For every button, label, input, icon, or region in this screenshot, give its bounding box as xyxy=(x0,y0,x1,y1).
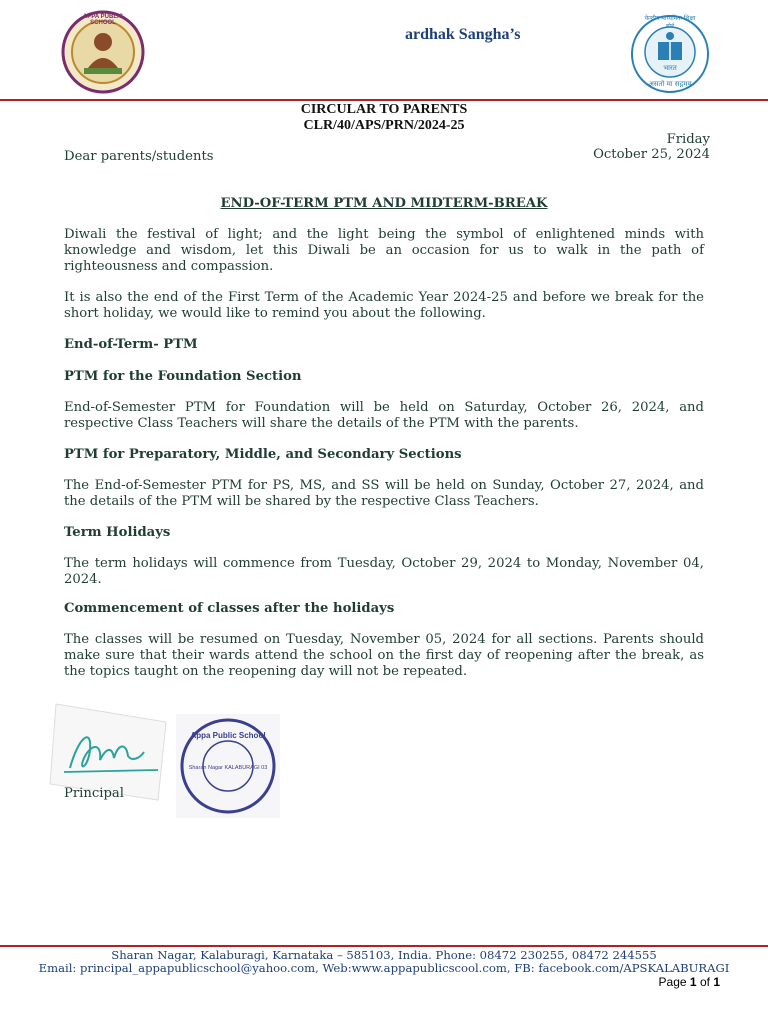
ptm-heading: End-of-Term- PTM xyxy=(64,337,198,352)
circular-day: Friday xyxy=(666,132,710,147)
secondary-paragraph: The End-of-Semester PTM for PS, MS, and SS will be held on Sunday, October 27, 2024, and the details of the PTM will be shared by the respective Class Teachers. xyxy=(64,478,704,509)
salutation: Dear parents/students xyxy=(64,149,214,164)
resume-heading: Commencement of classes after the holidays xyxy=(64,601,395,616)
header-rule xyxy=(0,99,768,101)
cbse-country: भारत xyxy=(663,64,677,72)
footer-contact: Email: principal_appapublicschool@yahoo.com, Web:www.appapublicscool.com, FB: facebook.com/APSKALABURAGI xyxy=(38,961,730,975)
circular-date: October 25, 2024 xyxy=(593,147,710,162)
page-current: 1 xyxy=(689,975,697,989)
school-stamp xyxy=(176,714,280,818)
holidays-heading: Term Holidays xyxy=(64,525,171,540)
stamp-inner-label: Sharan Nagar KALABURAGI 03 xyxy=(188,765,268,771)
cbse-motto: असतो मा सद्गमय xyxy=(648,80,692,88)
subject-line: END-OF-TERM PTM AND MIDTERM-BREAK xyxy=(220,196,548,211)
stamp-label: Appa Public School xyxy=(190,731,266,740)
intro-paragraph: Diwali the festival of light; and the light being the symbol of enlightened minds with knowledge and wisdom, let this Diwali be an occasion for us to walk in the path of righteousness and compassion. xyxy=(64,227,704,274)
org-name: ardhak Sangha’s xyxy=(405,26,521,43)
circular-title: CIRCULAR TO PARENTS xyxy=(300,102,468,117)
foundation-heading: PTM for the Foundation Section xyxy=(64,369,302,384)
reminder-paragraph: It is also the end of the First Term of the Academic Year 2024-25 and before we break for the short holiday, we would like to remind you about the following. xyxy=(64,290,704,321)
footer-address: Sharan Nagar, Kalaburagi, Karnataka – 585103, India. Phone: 08472 230255, 08472 244555 xyxy=(111,948,657,962)
page-label: Page xyxy=(658,975,687,989)
circular-ref: CLR/40/APS/PRN/2024-25 xyxy=(303,118,465,133)
secondary-heading: PTM for Preparatory, Middle, and Secondary Sections xyxy=(64,447,462,462)
cbse-logo-label: केन्द्रीय माध्यमिक शिक्षा बोर्ड xyxy=(644,15,696,30)
foundation-paragraph: End-of-Semester PTM for Foundation will be held on Saturday, October 26, 2024, and respective Class Teachers will share the details of the PTM with the parents. xyxy=(64,400,704,431)
page-total: 1 xyxy=(713,975,720,989)
holidays-paragraph: The term holidays will commence from Tuesday, October 29, 2024 to Monday, November 04, 2024. xyxy=(64,556,704,587)
signatory-label: Principal xyxy=(64,786,125,801)
resume-paragraph: The classes will be resumed on Tuesday, November 05, 2024 for all sections. Parents should make sure that their wards attend the school on the first day of reopening after the break, as the topics taught on the reopening day will not be repeated. xyxy=(64,632,704,679)
school-logo-label: APPA PUBLIC SCHOOL xyxy=(82,14,123,26)
page-of: of xyxy=(699,975,710,989)
page-indicator xyxy=(659,975,720,989)
footer-rule xyxy=(0,945,768,947)
